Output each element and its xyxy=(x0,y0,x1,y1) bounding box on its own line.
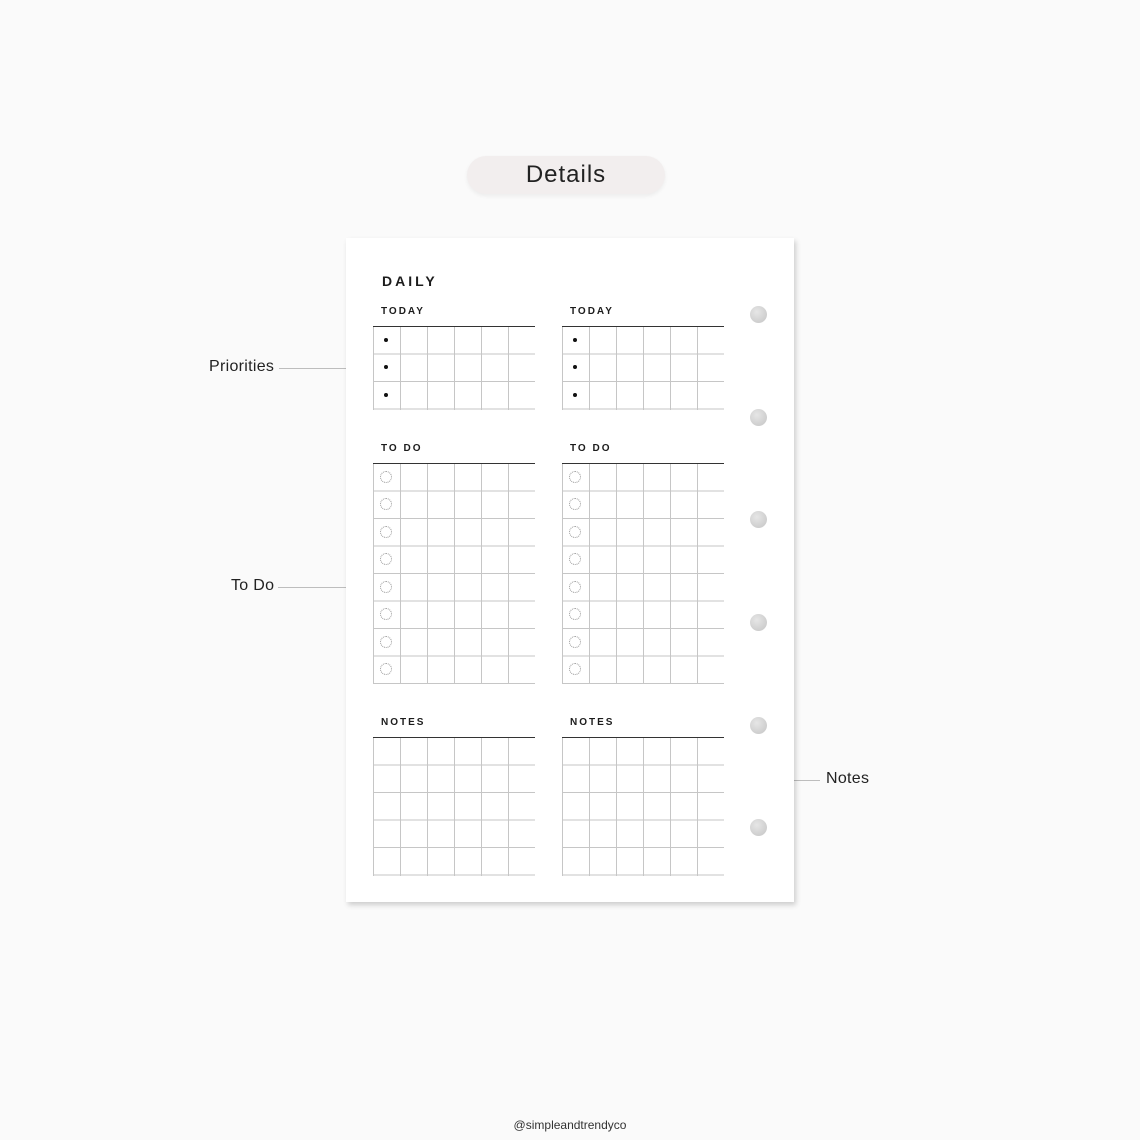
todo-checkbox[interactable] xyxy=(562,546,588,574)
circle-checkbox-icon xyxy=(569,636,581,648)
priorities-callout: Priorities xyxy=(209,358,275,375)
binder-hole xyxy=(750,511,767,528)
circle-checkbox-icon xyxy=(569,471,581,483)
bullet-icon xyxy=(384,393,388,397)
circle-checkbox-icon xyxy=(380,663,392,675)
binder-hole xyxy=(750,614,767,631)
notes-grid-left xyxy=(373,737,535,876)
circle-checkbox-icon xyxy=(569,663,581,675)
notes-label-left: NOTES xyxy=(381,717,426,728)
todo-checkbox[interactable] xyxy=(373,601,399,629)
todo-label-right: TO DO xyxy=(570,443,612,454)
bullet-icon xyxy=(573,365,577,369)
bullet-icon xyxy=(384,365,388,369)
circle-checkbox-icon xyxy=(380,498,392,510)
priority-bullet xyxy=(373,381,399,409)
sheet-title: DAILY xyxy=(382,273,438,289)
todo-checkbox[interactable] xyxy=(562,518,588,546)
details-pill xyxy=(467,156,665,194)
bullet-icon xyxy=(384,338,388,342)
daily-planner-sheet xyxy=(346,238,794,902)
todo-checkbox[interactable] xyxy=(562,601,588,629)
todo-checkbox[interactable] xyxy=(562,463,588,491)
circle-checkbox-icon xyxy=(569,526,581,538)
todo-label-left: TO DO xyxy=(381,443,423,454)
notes-grid-right xyxy=(562,737,724,876)
todo-checkbox[interactable] xyxy=(562,573,588,601)
circle-checkbox-icon xyxy=(569,608,581,620)
todo-checkbox[interactable] xyxy=(562,656,588,684)
notes-label-right: NOTES xyxy=(570,717,615,728)
todo-checkbox[interactable] xyxy=(373,463,399,491)
todo-checkbox[interactable] xyxy=(373,518,399,546)
circle-checkbox-icon xyxy=(380,581,392,593)
priority-bullet xyxy=(562,381,588,409)
todo-checkbox[interactable] xyxy=(562,491,588,519)
circle-checkbox-icon xyxy=(569,553,581,565)
circle-checkbox-icon xyxy=(569,581,581,593)
bullet-icon xyxy=(573,338,577,342)
bullet-icon xyxy=(573,393,577,397)
binder-hole xyxy=(750,819,767,836)
priority-bullet xyxy=(562,354,588,382)
circle-checkbox-icon xyxy=(380,526,392,538)
notes-callout: Notes xyxy=(826,770,870,787)
priority-bullet xyxy=(373,354,399,382)
todo-callout: To Do xyxy=(231,577,275,594)
binder-hole xyxy=(750,306,767,323)
circle-checkbox-icon xyxy=(569,498,581,510)
todo-checkbox[interactable] xyxy=(562,628,588,656)
binder-hole xyxy=(750,717,767,734)
footer-credit: @simpleandtrendyco xyxy=(513,1118,627,1132)
binder-hole xyxy=(750,409,767,426)
todo-checkbox[interactable] xyxy=(373,628,399,656)
circle-checkbox-icon xyxy=(380,553,392,565)
today-label-left: TODAY xyxy=(381,306,425,317)
priority-bullet xyxy=(373,326,399,354)
today-label-right: TODAY xyxy=(570,306,614,317)
todo-checkbox[interactable] xyxy=(373,656,399,684)
priority-bullet xyxy=(562,326,588,354)
todo-checkbox[interactable] xyxy=(373,491,399,519)
todo-checkbox[interactable] xyxy=(373,573,399,601)
circle-checkbox-icon xyxy=(380,636,392,648)
todo-checkbox[interactable] xyxy=(373,546,399,574)
details-title: Details xyxy=(525,161,607,188)
circle-checkbox-icon xyxy=(380,608,392,620)
circle-checkbox-icon xyxy=(380,471,392,483)
